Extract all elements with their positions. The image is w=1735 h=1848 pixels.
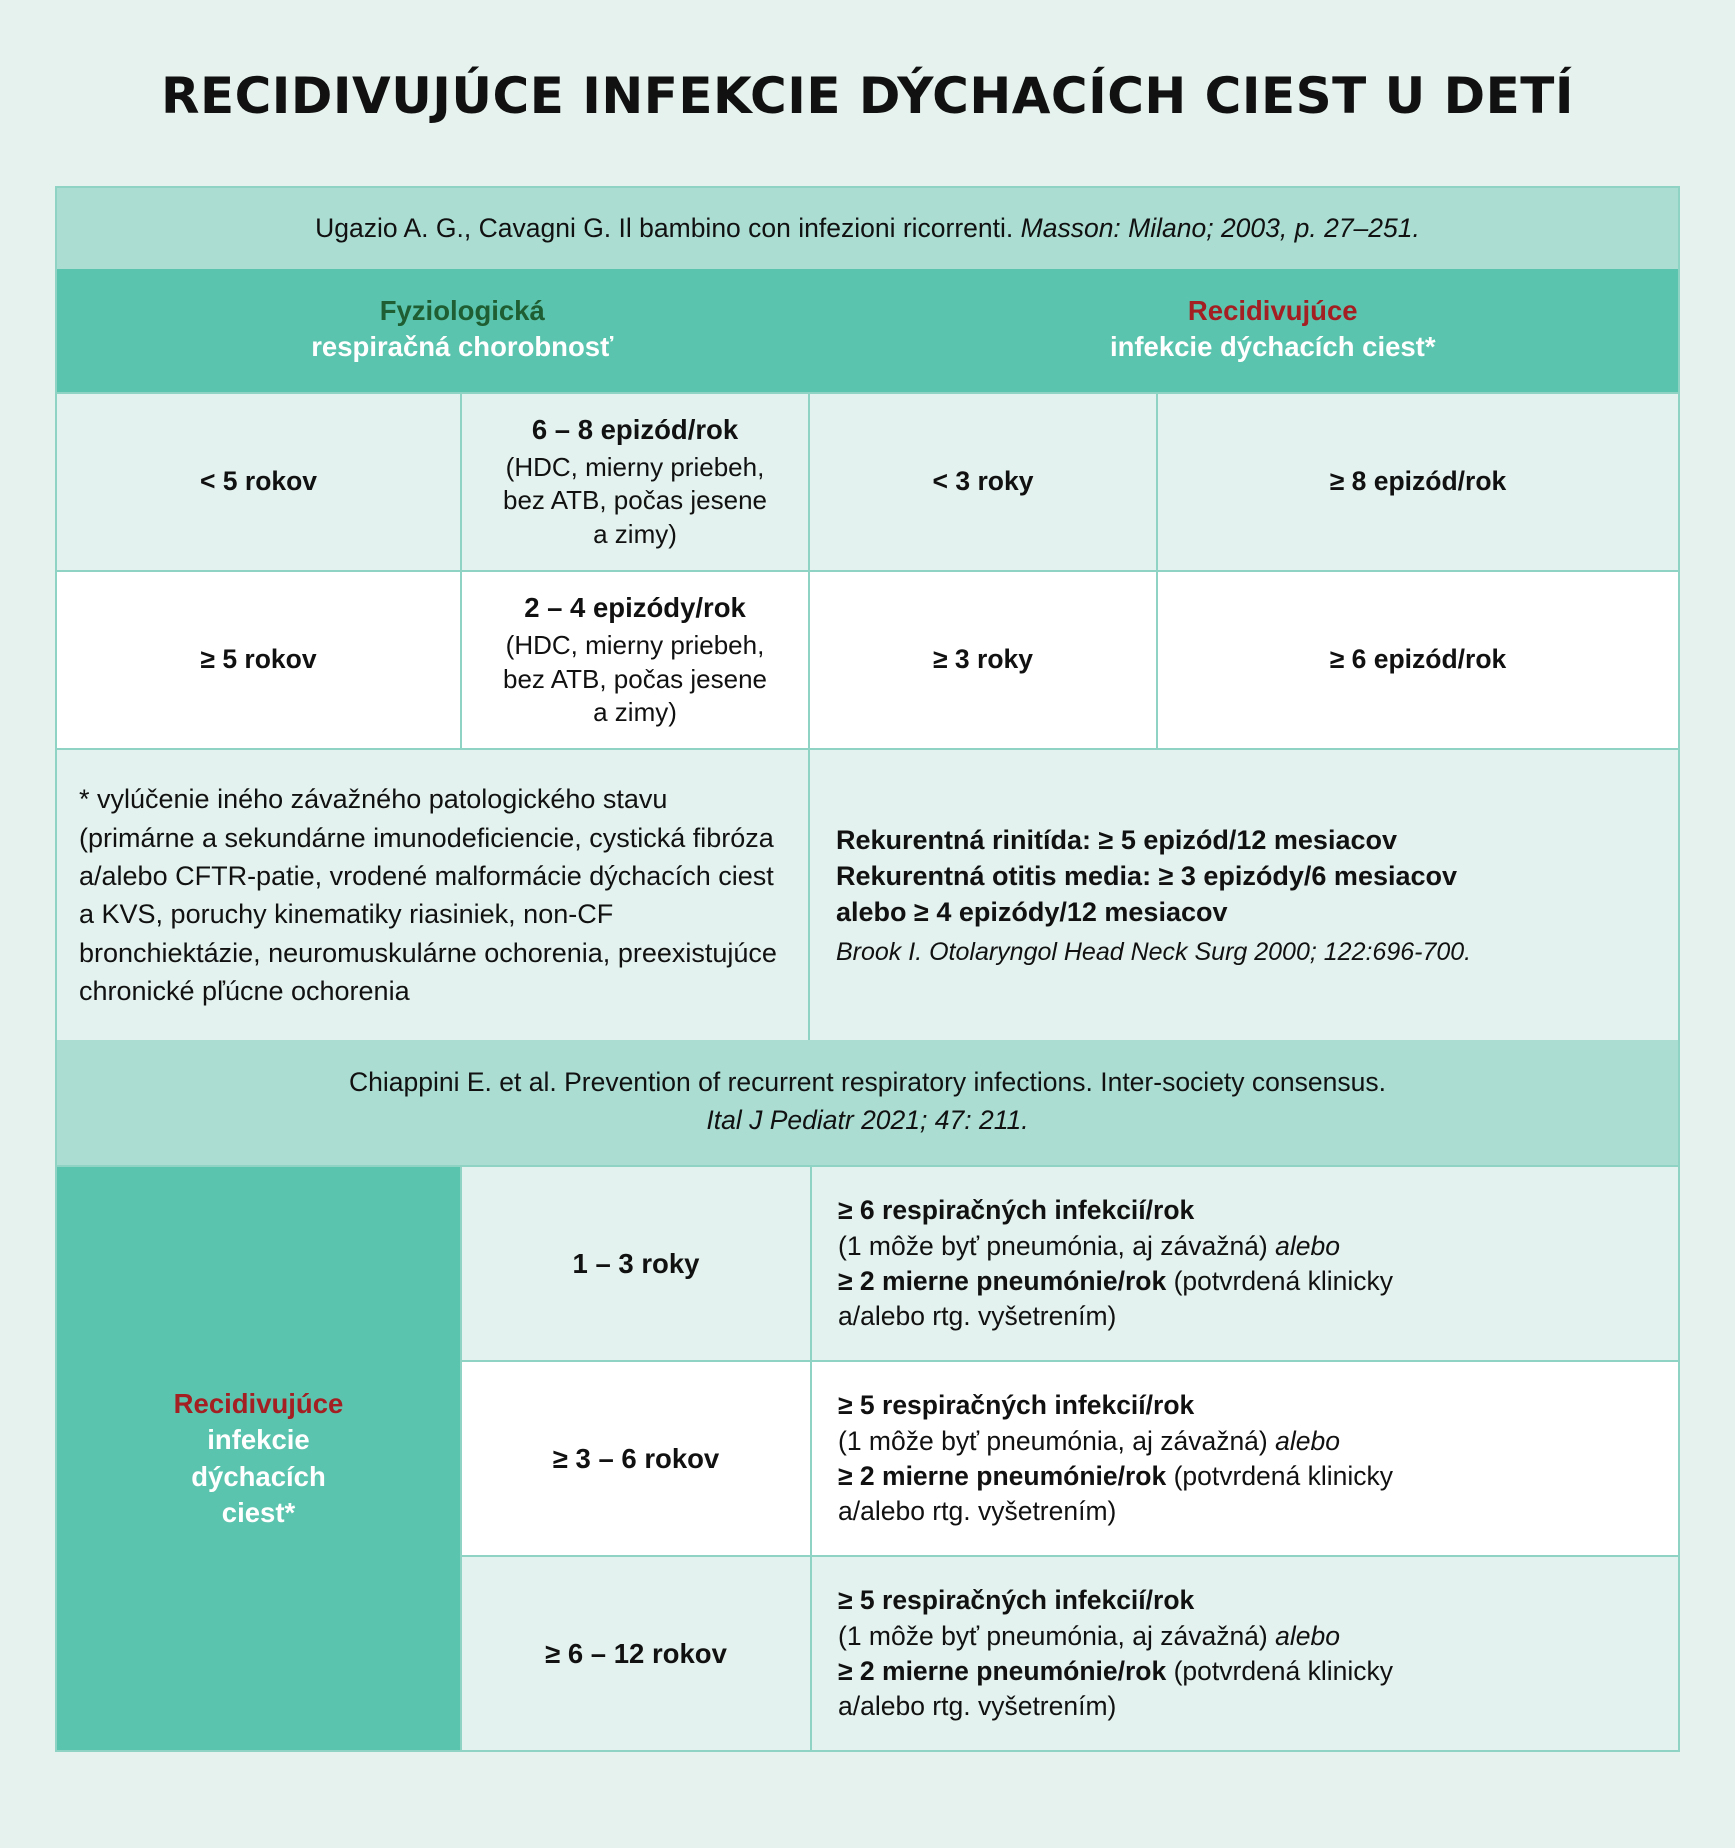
bottom-desc-row2-bold1: ≥ 5 respiračných infekcií/rok bbox=[838, 1390, 1195, 1421]
definition-rhinitis: Rekurentná rinitída: ≥ 5 epizód/12 mesiacov bbox=[836, 825, 1397, 856]
table-row bbox=[460, 1360, 1678, 1555]
bottom-desc-row2-italic1: alebo bbox=[1275, 1425, 1340, 1456]
episodes-title-row1: 6 – 8 epizód/rok bbox=[531, 413, 739, 445]
cell-age-right-row1: < 3 roky bbox=[808, 394, 1156, 570]
bottom-desc-row3-bold1: ≥ 5 respiračných infekcií/rok bbox=[838, 1585, 1195, 1616]
bottom-desc-row1-bold1: ≥ 6 respiračných infekcií/rok bbox=[838, 1195, 1195, 1226]
table-row bbox=[57, 392, 1678, 570]
bottom-label-line2: infekcie bbox=[207, 1424, 310, 1456]
episodes-sub2-row2: bez ATB, počas jesene bbox=[502, 663, 767, 694]
header-recurrent-line1: Recidivujúce bbox=[1187, 295, 1358, 327]
cell-episodes-left-row1 bbox=[460, 394, 808, 570]
header-cell-recurrent bbox=[868, 269, 1679, 392]
episodes-sub2-row1: bez ATB, počas jesene bbox=[502, 485, 767, 516]
bottom-rows bbox=[460, 1167, 1678, 1750]
bottom-desc-row3-plain2: (potvrdená klinicky bbox=[1166, 1655, 1394, 1686]
bottom-desc-row3-line1 bbox=[838, 1583, 1656, 1618]
bottom-desc-row1-plain1: (1 môže byť pneumónia, aj závažná) bbox=[838, 1230, 1276, 1261]
bottom-label-line3: dýchacích bbox=[191, 1460, 326, 1492]
table-row bbox=[460, 1555, 1678, 1750]
cell-age-left-row1: < 5 rokov bbox=[57, 394, 460, 570]
recurrent-definitions bbox=[808, 750, 1678, 1040]
definition-otitis-alt: alebo ≥ 4 epizódy/12 mesiacov bbox=[836, 897, 1228, 928]
page-title: RECIDIVUJÚCE INFEKCIE DÝCHACÍCH CIEST U DETÍ bbox=[160, 66, 1575, 125]
bottom-desc-row1-line1 bbox=[838, 1193, 1656, 1228]
episodes-sub3-row2: a zimy) bbox=[593, 697, 677, 728]
main-table bbox=[55, 186, 1680, 1753]
definition-otitis: Rekurentná otitis media: ≥ 3 epizódy/6 mesiacov bbox=[836, 861, 1458, 892]
bottom-desc-row2-plain2: (potvrdená klinicky bbox=[1166, 1460, 1394, 1491]
bottom-desc-row1-bold2: ≥ 2 mierne pneumónie/rok bbox=[838, 1265, 1167, 1296]
citation-bottom bbox=[57, 1040, 1678, 1165]
bottom-block bbox=[57, 1165, 1678, 1750]
bottom-desc-row3-plain1: (1 môže byť pneumónia, aj závažná) bbox=[838, 1620, 1276, 1651]
bottom-desc-row1-line4: a/alebo rtg. vyšetrením) bbox=[838, 1301, 1117, 1332]
bottom-desc-row3-italic1: alebo bbox=[1275, 1620, 1340, 1651]
bottom-desc-row1-italic1: alebo bbox=[1275, 1230, 1340, 1261]
cell-episodes-left-row2 bbox=[460, 572, 808, 748]
table-row bbox=[57, 570, 1678, 748]
bottom-age-row2: ≥ 3 – 6 rokov bbox=[462, 1362, 810, 1555]
header-recurrent-line2: infekcie dýchacích ciest* bbox=[1109, 331, 1436, 363]
header-cell-physiological bbox=[57, 269, 868, 392]
bottom-desc-row2-line1 bbox=[838, 1388, 1656, 1423]
bottom-age-row3: ≥ 6 – 12 rokov bbox=[462, 1557, 810, 1750]
bottom-desc-row1-line2 bbox=[838, 1229, 1656, 1264]
episodes-sub3-row1: a zimy) bbox=[593, 519, 677, 550]
citation-bottom-line1: Chiappini E. et al. Prevention of recurrent respiratory infections. Inter-society consensus. bbox=[349, 1067, 1386, 1098]
bottom-desc-row1-plain2: (potvrdená klinicky bbox=[1166, 1265, 1394, 1296]
bottom-desc-row2 bbox=[810, 1362, 1678, 1555]
bottom-age-row1: 1 – 3 roky bbox=[462, 1167, 810, 1360]
cell-age-left-row2: ≥ 5 rokov bbox=[57, 572, 460, 748]
definition-citation: Brook I. Otolaryngol Head Neck Surg 2000; 122:696-700. bbox=[836, 938, 1472, 967]
cell-age-right-row2: ≥ 3 roky bbox=[808, 572, 1156, 748]
bottom-label-recurrent bbox=[57, 1167, 460, 1750]
table-row bbox=[460, 1167, 1678, 1360]
bottom-desc-row1-line3 bbox=[838, 1264, 1656, 1299]
footnote-row bbox=[57, 748, 1678, 1040]
bottom-desc-row3 bbox=[810, 1557, 1678, 1750]
table-header-row bbox=[57, 269, 1678, 392]
citation-top bbox=[57, 188, 1678, 270]
bottom-desc-row2-bold2: ≥ 2 mierne pneumónie/rok bbox=[838, 1460, 1167, 1491]
bottom-desc-row2-line2 bbox=[838, 1424, 1656, 1459]
bottom-label-line4: ciest* bbox=[221, 1497, 296, 1529]
citation-top-italic: Masson: Milano; 2003, p. 27–251. bbox=[1020, 212, 1420, 243]
cell-episodes-right-row2: ≥ 6 epizód/rok bbox=[1156, 572, 1678, 748]
bottom-desc-row2-line3 bbox=[838, 1459, 1656, 1494]
bottom-desc-row2-line4: a/alebo rtg. vyšetrením) bbox=[838, 1496, 1117, 1527]
citation-bottom-line2: Ital J Pediatr 2021; 47: 211. bbox=[706, 1104, 1029, 1135]
header-physiological-line1: Fyziologická bbox=[379, 295, 545, 327]
infographic-page bbox=[0, 34, 1735, 1848]
footnote-exclusion-text: * vylúčenie iného závažného patologického stavu (primárne a sekundárne imunodeficiencie, cystická fibróza a/alebo CFTR-patie, vrodené malformácie dýchacích ciest a KVS, poruchy kinematiky riasiniek, non-CF bronchiektázie, neuromuskulárne ochorenia, preexistujúce chronické pľúcne ochorenia bbox=[57, 750, 808, 1040]
episodes-sub1-row2: (HDC, mierny priebeh, bbox=[505, 629, 765, 660]
cell-episodes-right-row1: ≥ 8 epizód/rok bbox=[1156, 394, 1678, 570]
bottom-desc-row1 bbox=[810, 1167, 1678, 1360]
bottom-label-line1: Recidivujúce bbox=[173, 1387, 344, 1419]
episodes-title-row2: 2 – 4 epizódy/rok bbox=[524, 591, 746, 623]
episodes-sub1-row1: (HDC, mierny priebeh, bbox=[505, 451, 765, 482]
bottom-desc-row3-bold2: ≥ 2 mierne pneumónie/rok bbox=[838, 1655, 1167, 1686]
bottom-desc-row3-line3 bbox=[838, 1654, 1656, 1689]
citation-top-plain: Ugazio A. G., Cavagni G. Il bambino con infezioni ricorrenti. bbox=[315, 212, 1021, 243]
bottom-desc-row2-plain1: (1 môže byť pneumónia, aj závažná) bbox=[838, 1425, 1276, 1456]
bottom-desc-row3-line2 bbox=[838, 1619, 1656, 1654]
header-physiological-line2: respiračná chorobnosť bbox=[311, 331, 614, 363]
bottom-desc-row3-line4: a/alebo rtg. vyšetrením) bbox=[838, 1690, 1117, 1721]
